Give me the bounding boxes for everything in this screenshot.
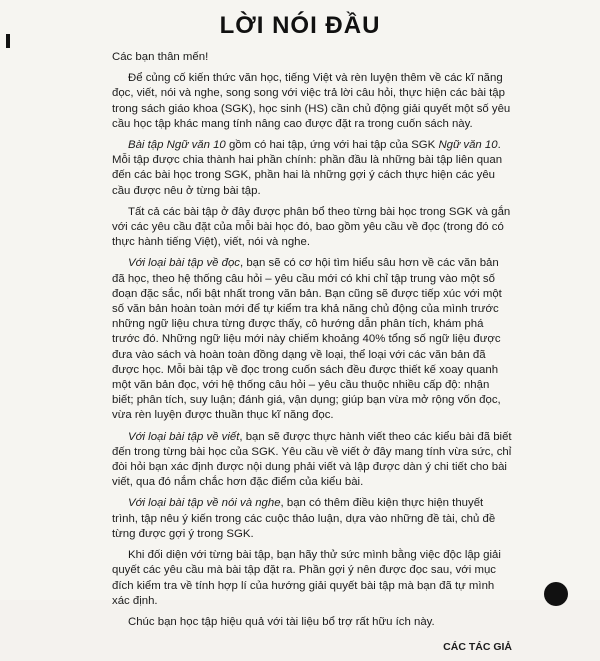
greeting: Các bạn thân mến! <box>112 51 209 63</box>
paragraph-6: Với loại bài tập về nói và nghe, bạn có thêm điều kiện thực hiện thuyết trình, tập nêu ý kiến trong các cuộc thảo luận, dựa vào những đề tài, chủ đề từng được gợi ý trong SGK. <box>112 497 496 540</box>
book-title-1: Bài tập Ngữ văn 10 <box>128 139 226 152</box>
paragraph-4: Với loại bài tập về đọc, bạn sẽ có cơ hội tìm hiểu sâu hơn về các văn bản đã học, theo hệ thống câu hỏi – yêu cầu mới có khi chỉ tập trung vào một số đoạn đặc sắc, nổi bật nhất trong văn bản. Bạn cũng sẽ được tiếp xúc với một số văn bản hoàn toàn mới để tự kiểm tra khả năng chủ động của mình trước những ngữ liệu chưa từng được thấy, cô hướng dẫn phân tích, khám phá trước đó. Những ngữ liệu mới này chiếm khoảng 40% tổng số ngữ liệu được đưa vào sách và hoàn toàn đồng dạng về loại, thể loại với các văn bản đã được học. Mỗi bài tập về đọc trong cuốn sách đều được thiết kế xoay quanh một văn bản đọc, với hệ thống câu hỏi – yêu cầu thuộc nhiều cấp độ: nhận biết; phân tích, suy luận; đánh giá, vận dụng; giúp bạn vừa mở rộng vốn đọc, vừa rèn luyện được thuần thục kĩ năng đọc. <box>112 257 502 422</box>
paragraph-2: Bài tập Ngữ văn 10 gồm có hai tập, ứng với hai tập của SGK Ngữ văn 10. Mỗi tập được chia thành hai phần chính: phần đầu là những bài tập liên quan đến các bài học trong SGK, phần hai là những gợi ý cách thực hiện các yêu cầu được nêu ở từng bài tập. <box>112 139 503 197</box>
paragraph-3: Tất cả các bài tập ở đây được phân bổ theo từng bài học trong SGK và gắn với các yêu cầu đặt của mỗi bài học đó, bao gồm yêu cầu về đọc (trong đó có thực hành tiếng Việt), viết, nói và nghe. <box>112 205 511 249</box>
paragraph-1: Để củng cố kiến thức văn học, tiếng Việt và rèn luyện thêm về các kĩ năng đọc, viết, nói và nghe, song song với việc trả lời câu hỏi, thực hiện các bài tập trong sách giáo khoa (SGK), học sinh (HS) cần chủ động giải quyết một số yêu cầu học tập khác mang tính nâng cao được đặt ra trong cuốn sách này. <box>112 72 511 130</box>
page-title: LỜI NÓI ĐẦU <box>219 12 381 39</box>
preface-body <box>112 50 512 661</box>
paragraph-7: Khi đối diện với từng bài tập, bạn hãy thử sức mình bằng việc độc lập giải quyết các yêu cầu mà bài tập đặt ra. Phần gợi ý nên được đọc sau, với mục đích kiểm tra về tính hợp lí của hướng giải quyết bài tập mà bạn đã tự mình xác định. <box>112 549 501 607</box>
page-number-badge <box>544 582 568 606</box>
book-title-2: Ngữ văn 10 <box>438 139 498 152</box>
paragraph-5: Với loại bài tập về viết, bạn sẽ được thực hành viết theo các kiểu bài đã biết đến trong từng bài học của SGK. Yêu cầu về viết ở đây mang tính vừa sức, chỉ đòi hỏi bạn xác định được nội dung phải viết và lập được dàn ý chi tiết cho bài viết, qua đó nắm chắc hơn đặc điểm của kiểu bài. <box>112 430 512 489</box>
signature: CÁC TÁC GIẢ <box>443 641 512 654</box>
paragraph-8: Chúc bạn học tập hiệu quả với tài liệu bổ trợ rất hữu ích này. <box>128 615 435 628</box>
